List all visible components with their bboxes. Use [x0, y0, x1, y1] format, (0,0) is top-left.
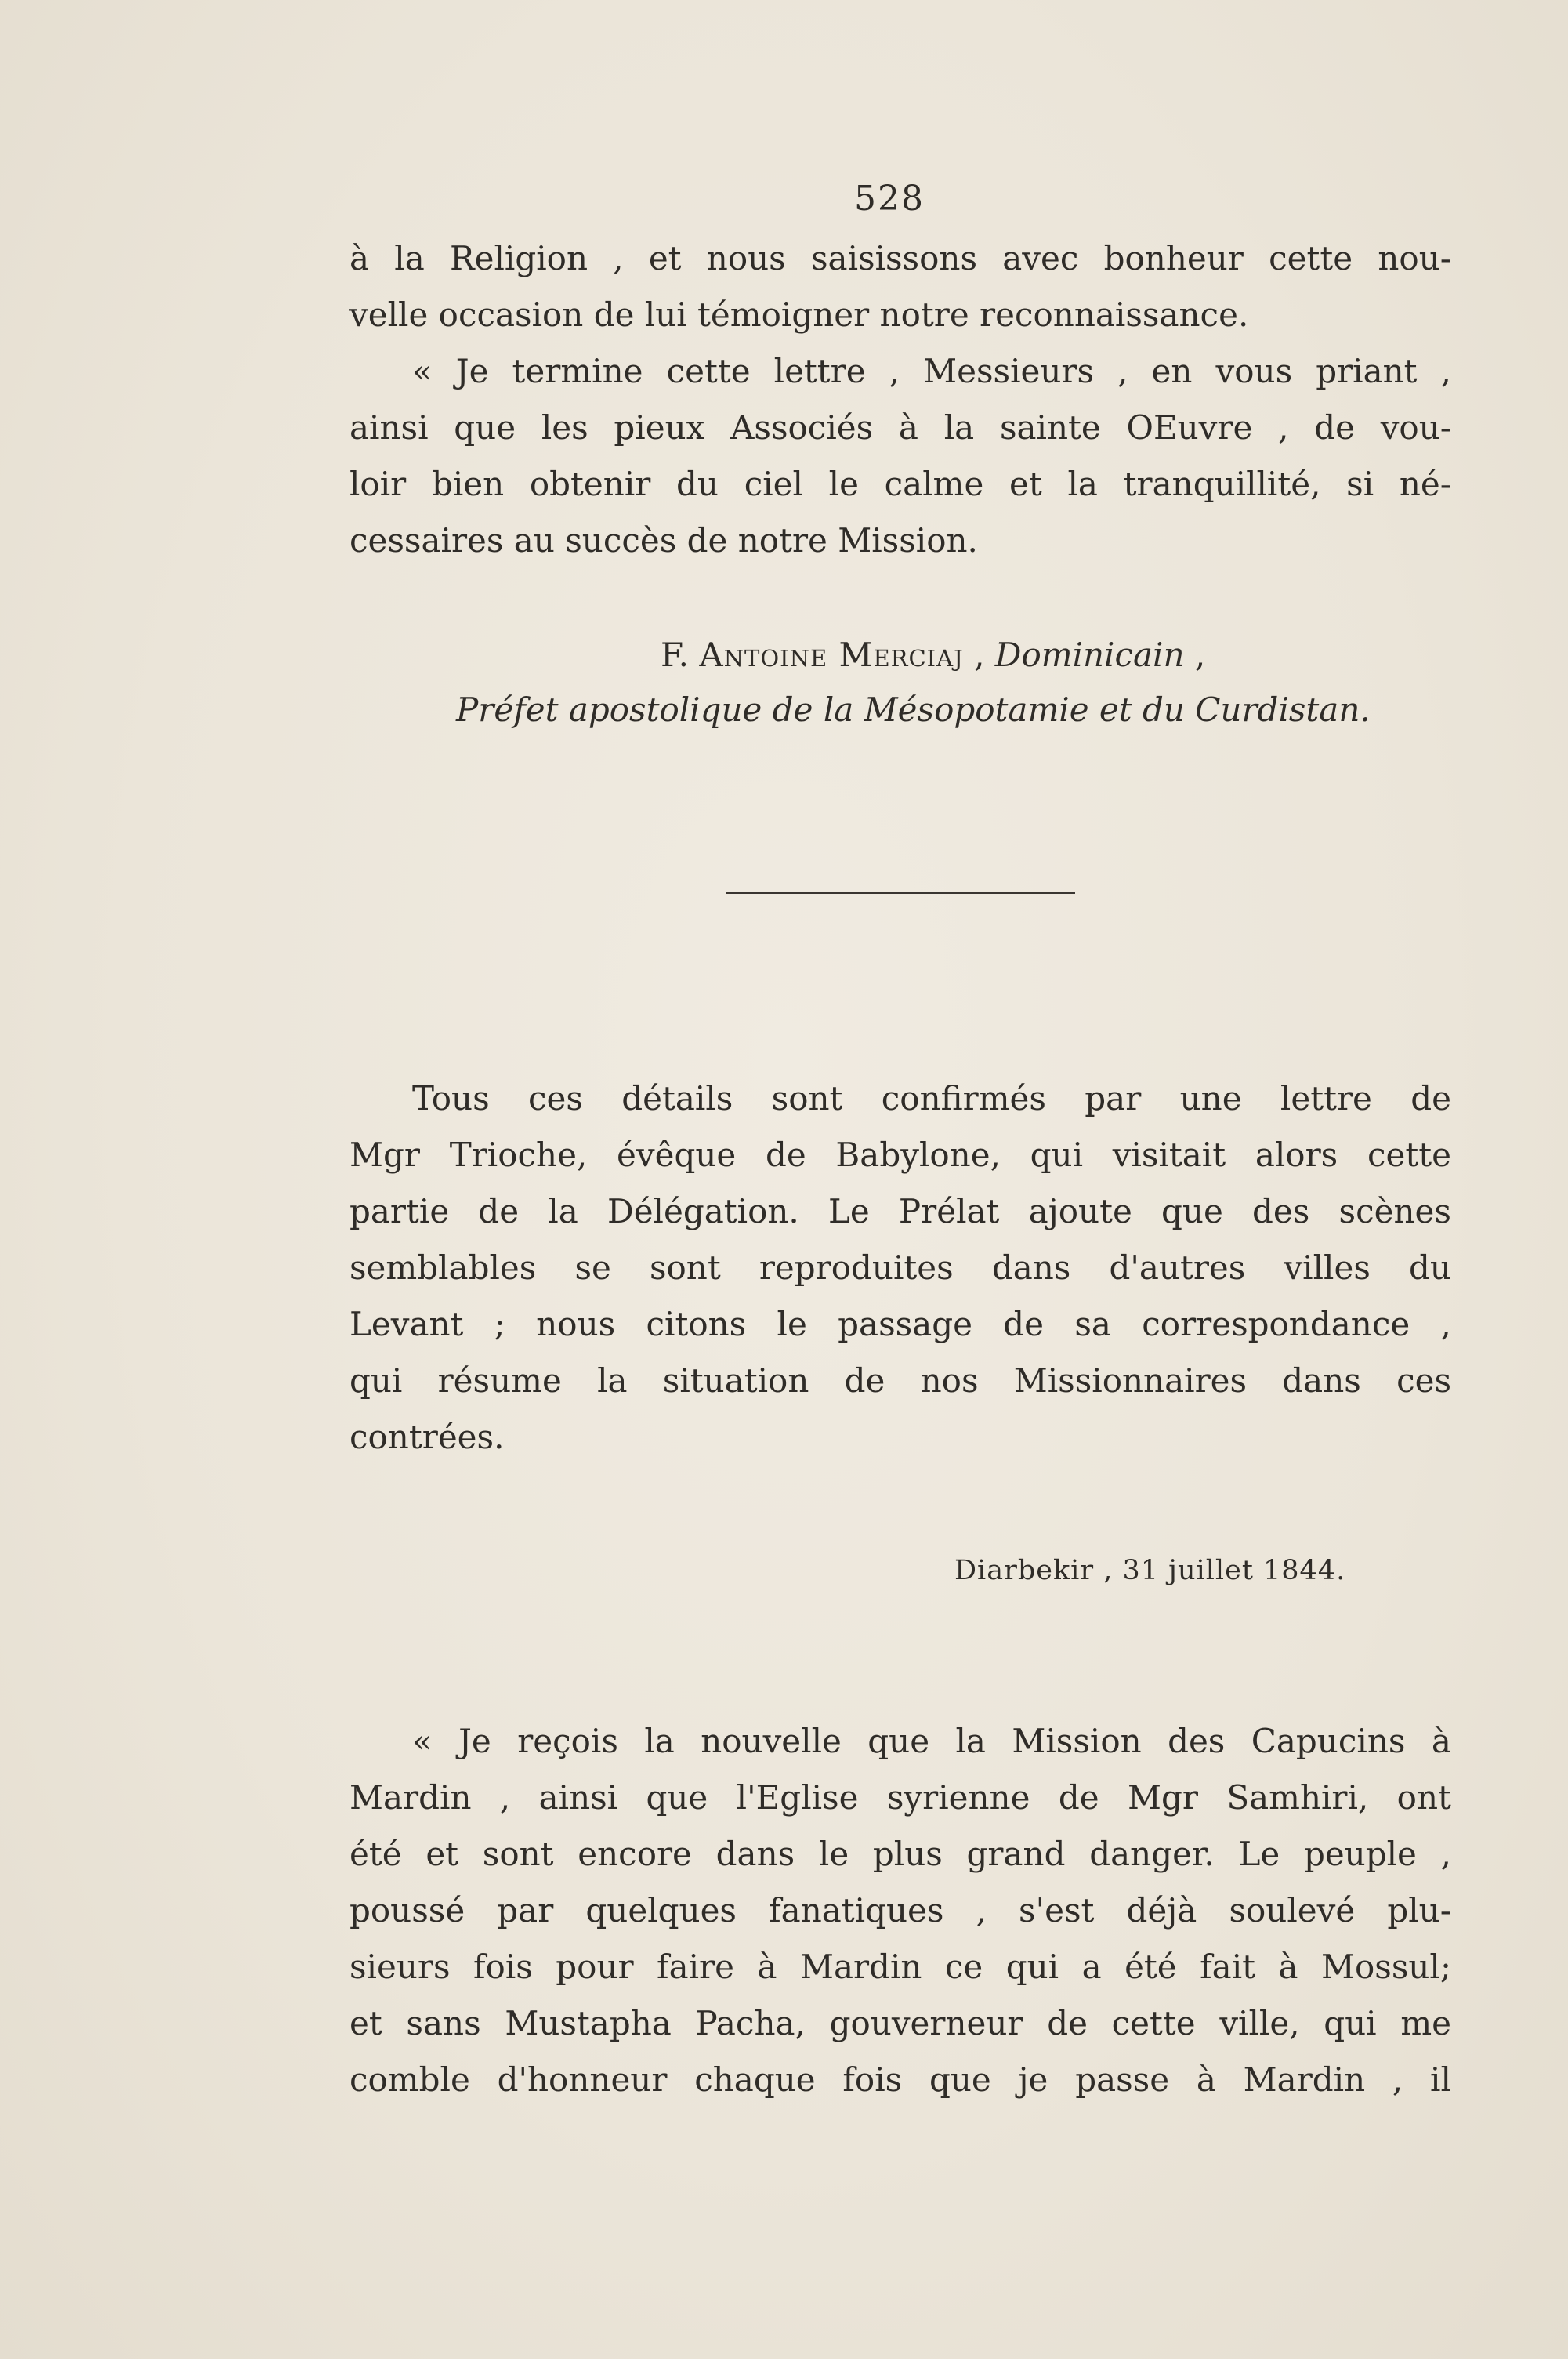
- word: villes: [1284, 1248, 1371, 1287]
- word: ville,: [1219, 2004, 1300, 2042]
- word: gouverneur: [829, 2004, 1023, 2042]
- word: ,: [1392, 2060, 1403, 2099]
- word: les: [541, 408, 588, 447]
- word: de: [478, 1192, 520, 1230]
- word: par: [1085, 1079, 1142, 1118]
- word: Mossul;: [1320, 1948, 1451, 1986]
- word: qui: [1324, 2004, 1377, 2042]
- word: Je: [458, 1722, 491, 1760]
- word: par: [497, 1891, 554, 1930]
- word: nou-: [1378, 239, 1451, 277]
- word: Mustapha: [505, 2004, 672, 2042]
- word: ces: [1396, 1361, 1451, 1400]
- word: la: [548, 1192, 578, 1230]
- word: ,: [613, 239, 624, 277]
- word: la: [394, 239, 425, 277]
- text-line: [349, 400, 1451, 456]
- word: pieux: [614, 408, 705, 447]
- letter-dateline: Diarbekir , 31 juillet 1844.: [954, 1555, 1346, 1586]
- word: situation: [662, 1361, 809, 1400]
- word: ce: [944, 1948, 983, 1986]
- word: dans: [991, 1248, 1071, 1287]
- word: Mardin: [349, 1778, 472, 1817]
- word: encore: [578, 1835, 692, 1873]
- word: Le: [827, 1192, 870, 1230]
- word: Levant: [349, 1305, 464, 1343]
- word: dans: [1282, 1361, 1361, 1400]
- word: bien: [431, 465, 505, 503]
- word: ciel: [744, 465, 803, 503]
- word: Tous: [412, 1079, 490, 1118]
- word: Pacha,: [695, 2004, 806, 2042]
- word: cette: [1367, 1136, 1451, 1174]
- word: ont: [1396, 1778, 1451, 1817]
- word: tranquillité,: [1123, 465, 1321, 503]
- word: Messieurs: [923, 352, 1095, 390]
- word: sieurs: [349, 1948, 451, 1986]
- word: que: [1161, 1192, 1223, 1230]
- word: à: [1431, 1722, 1451, 1760]
- word: obtenir: [529, 465, 651, 503]
- word: citons: [646, 1305, 747, 1343]
- word: cette: [1111, 2004, 1196, 2042]
- word: qui: [1030, 1136, 1084, 1174]
- word: des: [1252, 1192, 1310, 1230]
- word: le: [828, 465, 859, 503]
- word: la: [597, 1361, 628, 1400]
- word: a: [1081, 1948, 1102, 1986]
- word: et: [648, 239, 682, 277]
- word: cette: [666, 352, 751, 390]
- word: comble: [349, 2060, 470, 2099]
- word: une: [1179, 1079, 1242, 1118]
- word: le: [818, 1835, 849, 1873]
- word: passage: [838, 1305, 972, 1343]
- word: Babylone,: [835, 1136, 1001, 1174]
- word: déjà: [1126, 1891, 1197, 1930]
- word: Mardin: [1243, 2060, 1366, 2099]
- word: pour: [556, 1948, 634, 1986]
- text-line: cessaires au succès de notre Mission.: [349, 521, 978, 560]
- word: le: [777, 1305, 807, 1343]
- word: quelques: [585, 1891, 737, 1930]
- word: reçois: [517, 1722, 618, 1760]
- word: se: [574, 1248, 611, 1287]
- text-line: [349, 1770, 1451, 1826]
- word: né-: [1399, 465, 1451, 503]
- text-line: [349, 1939, 1451, 1995]
- word: ainsi: [538, 1778, 618, 1817]
- text-line: [349, 1240, 1451, 1296]
- word: du: [676, 465, 719, 503]
- word: Religion: [450, 239, 588, 277]
- text-line: [349, 1296, 1451, 1353]
- word: de: [1003, 1305, 1045, 1343]
- word: fois: [842, 2060, 903, 2099]
- word: été: [349, 1835, 402, 1873]
- word: l'Eglise: [736, 1778, 859, 1817]
- text-line: velle occasion de lui témoigner notre reconnaissance.: [349, 295, 1249, 334]
- word: à: [898, 408, 918, 447]
- word: la: [644, 1722, 675, 1760]
- word: ,: [1440, 1305, 1451, 1343]
- word: peuple: [1303, 1835, 1417, 1873]
- word: alors: [1255, 1136, 1338, 1174]
- word: et: [425, 1835, 459, 1873]
- text-line: [349, 1071, 1451, 1127]
- word: fanatiques: [769, 1891, 944, 1930]
- word: de: [1410, 1079, 1451, 1118]
- word: à: [757, 1948, 777, 1986]
- word: sont: [482, 1835, 554, 1873]
- signature-name: F. Antoine Merciaj , Dominicain ,: [661, 636, 1206, 674]
- second-letter-paragraph: [349, 1713, 1451, 2108]
- word: semblables: [349, 1248, 537, 1287]
- word: ;: [494, 1305, 505, 1343]
- page-number: 528: [854, 179, 925, 219]
- text-line: [349, 1353, 1451, 1409]
- word: syrienne: [886, 1778, 1030, 1817]
- word: loir: [349, 465, 407, 503]
- text-line: contrées.: [349, 1418, 505, 1456]
- text-line: [349, 456, 1451, 513]
- word: de: [1047, 2004, 1088, 2042]
- word: reproduites: [759, 1248, 954, 1287]
- word: nos: [920, 1361, 979, 1400]
- word: bonheur: [1103, 239, 1244, 277]
- word: fait: [1200, 1948, 1256, 1986]
- text-line: [349, 230, 1451, 287]
- word: de: [1314, 408, 1355, 447]
- word: de: [844, 1361, 885, 1400]
- word: vous: [1215, 352, 1293, 390]
- word: la: [943, 408, 975, 447]
- word: Je: [455, 352, 489, 390]
- word: sont: [649, 1248, 721, 1287]
- word: correspondance: [1142, 1305, 1410, 1343]
- word: scènes: [1338, 1192, 1451, 1230]
- word: ces: [527, 1079, 583, 1118]
- word: faire: [657, 1948, 734, 1986]
- word: ainsi: [349, 408, 429, 447]
- word: lettre: [1280, 1079, 1372, 1118]
- word: ,: [889, 352, 900, 390]
- word: fois: [473, 1948, 533, 1986]
- word: me: [1400, 2004, 1451, 2042]
- word: plus: [872, 1835, 943, 1873]
- word: à: [349, 239, 370, 277]
- word: sa: [1074, 1305, 1111, 1343]
- word: Capucins: [1251, 1722, 1406, 1760]
- word: des: [1168, 1722, 1226, 1760]
- word: ,: [1278, 408, 1289, 447]
- word: avec: [1002, 239, 1079, 277]
- word: ,: [1440, 352, 1451, 390]
- word: je: [1018, 2060, 1048, 2099]
- word: Prélat: [898, 1192, 1000, 1230]
- section-divider: [726, 892, 1075, 894]
- text-line: [349, 343, 1451, 400]
- text-line: [349, 1995, 1451, 2052]
- word: à: [1196, 2060, 1216, 2099]
- word: de: [1058, 1778, 1099, 1817]
- word: à: [1278, 1948, 1298, 1986]
- word: que: [454, 408, 516, 447]
- word: soulevé: [1229, 1891, 1356, 1930]
- word: vou-: [1380, 408, 1451, 447]
- word: «: [412, 352, 433, 390]
- word: la: [955, 1722, 986, 1760]
- word: dans: [715, 1835, 795, 1873]
- word: que: [867, 1722, 930, 1760]
- word: saisissons: [810, 239, 977, 277]
- word: nous: [536, 1305, 616, 1343]
- word: Mgr: [349, 1136, 420, 1174]
- word: partie: [349, 1192, 450, 1230]
- word: Associés: [730, 408, 874, 447]
- word: résume: [437, 1361, 562, 1400]
- word: Délégation.: [607, 1192, 799, 1230]
- text-line: [349, 1183, 1451, 1240]
- editorial-note-paragraph: [349, 1071, 1451, 1466]
- word: si: [1346, 465, 1374, 503]
- word: ajoute: [1028, 1192, 1132, 1230]
- text-line: [349, 1127, 1451, 1183]
- word: cette: [1269, 239, 1353, 277]
- word: la: [1067, 465, 1098, 503]
- word: ,: [1117, 352, 1128, 390]
- word: Missionnaires: [1013, 1361, 1248, 1400]
- word: Mgr: [1127, 1778, 1198, 1817]
- word: sans: [406, 2004, 481, 2042]
- word: plu-: [1387, 1891, 1451, 1930]
- word: lettre: [773, 352, 866, 390]
- word: Mardin: [799, 1948, 922, 1986]
- word: que: [929, 2060, 991, 2099]
- word: qui: [1005, 1948, 1059, 1986]
- word: ,: [976, 1891, 987, 1930]
- word: Mission: [1012, 1722, 1142, 1760]
- word: et: [349, 2004, 382, 2042]
- word: nous: [706, 239, 786, 277]
- word: d'autres: [1109, 1248, 1246, 1287]
- word: ,: [1440, 1835, 1451, 1873]
- word: grand: [966, 1835, 1066, 1873]
- word: passe: [1075, 2060, 1170, 2099]
- word: du: [1409, 1248, 1451, 1287]
- signatory-order: Dominicain: [994, 636, 1185, 674]
- word: en: [1151, 352, 1193, 390]
- word: danger.: [1089, 1835, 1215, 1873]
- word: s'est: [1019, 1891, 1095, 1930]
- word: Trioche,: [449, 1136, 588, 1174]
- word: chaque: [694, 2060, 816, 2099]
- word: détails: [621, 1079, 733, 1118]
- word: sont: [771, 1079, 843, 1118]
- word: ,: [499, 1778, 511, 1817]
- word: calme: [884, 465, 984, 503]
- text-line: [349, 1826, 1451, 1882]
- word: poussé: [349, 1891, 465, 1930]
- word: sainte: [999, 408, 1101, 447]
- word: «: [412, 1722, 433, 1760]
- word: il: [1430, 2060, 1451, 2099]
- word: termine: [512, 352, 643, 390]
- word: de: [765, 1136, 806, 1174]
- word: nouvelle: [701, 1722, 842, 1760]
- text-line: [349, 2052, 1451, 2108]
- signatory-name: Antoine Merciaj: [699, 636, 964, 674]
- word: confirmés: [881, 1079, 1046, 1118]
- word: été: [1124, 1948, 1177, 1986]
- letter-end-paragraph: [349, 230, 1451, 569]
- word: d'honneur: [497, 2060, 668, 2099]
- word: visitait: [1112, 1136, 1226, 1174]
- text-line: [349, 1713, 1451, 1770]
- word: priant: [1316, 352, 1418, 390]
- word: OEuvre: [1126, 408, 1253, 447]
- signatory-title: Préfet apostolique de la Mésopotamie et du Curdistan.: [456, 690, 1371, 729]
- word: évêque: [617, 1136, 737, 1174]
- text-line: [349, 1882, 1451, 1939]
- word: que: [646, 1778, 708, 1817]
- word: Le: [1238, 1835, 1280, 1873]
- word: qui: [349, 1361, 403, 1400]
- word: et: [1009, 465, 1042, 503]
- word: Samhiri,: [1226, 1778, 1369, 1817]
